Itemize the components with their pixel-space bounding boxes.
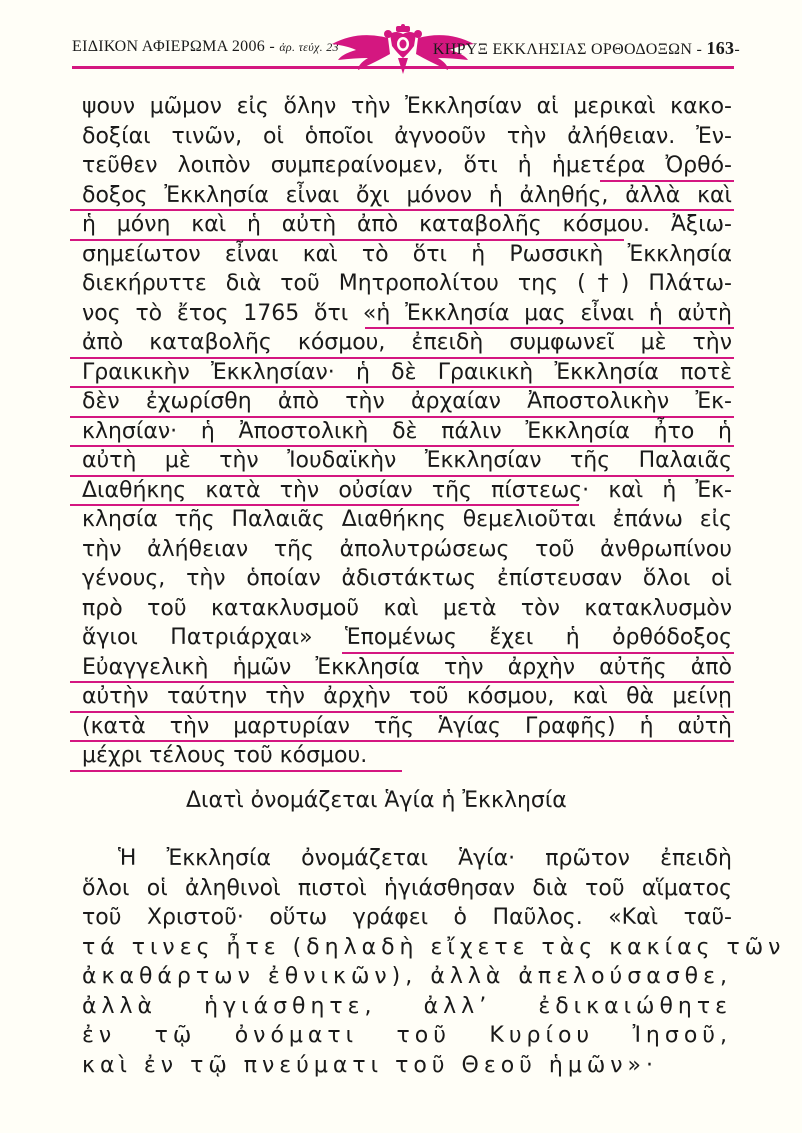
highlight-underline [70,770,402,772]
text-line: τὴν ἀλήθειαν τῆς ἀπολυτρώσεως τοῦ ἀνθρωπίνου [82,536,732,562]
header-issue-title: ΕΙΔΙΚΟΝ ΑΦΙΕΡΩΜΑ 2006 [72,38,266,55]
text-line: ἡ μόνη καὶ ἡ αὐτὴ ἀπὸ καταβολῆς κόσμου. Ἀξιω- [82,210,732,240]
text-line: ἐν τῷ ὀνόματι τοῦ Κυρίου Ἰησοῦ, [82,1023,732,1048]
page-number: 163 [706,38,735,58]
text-line: τεῦθεν λοιπὸν συμπεραίνομεν, ὅτι ἡ ἡμετέρα Ὀρθό- [82,151,732,181]
text-line: καὶ ἐν τῷ πνεύματι τοῦ Θεοῦ ἡμῶν»· [82,1052,659,1078]
text-line: ἀκαθάρτων ἐθνικῶν), ἀλλὰ ἀπελούσασθε, [82,964,732,989]
text-line: Ἡ Ἐκκλησία ὀνομάζεται Ἁγία· πρῶτον ἐπειδὴ [118,846,732,871]
header-right-separator: - [692,41,707,58]
text-line: νος τὸ ἔτος 1765 ὅτι «ἡ Ἐκκλησία μας εἶναι ἡ αὐτὴ [82,299,732,329]
text-line: αὐτὴ μὲ τὴν Ἰουδαϊκὴν Ἐκκλησίαν τῆς Παλαιᾶς [82,446,732,476]
text-line: κλησία τῆς Παλαιᾶς Διαθήκης θεμελιοῦται ἐπάνω εἰς [82,507,732,532]
text-line: Γραικικὴν Ἐκκλησίαν· ἡ δὲ Γραικικὴ Ἐκκλησία ποτὲ [82,358,732,388]
text-line: κλησίαν· ἡ Ἀποστολικὴ δὲ πάλιν Ἐκκλησία ἦτο ἡ [82,417,732,447]
header-left [72,38,339,56]
text-line: πρὸ τοῦ κατακλυσμοῦ καὶ μετὰ τὸν κατακλυσμὸν [82,595,732,621]
text-line: σημείωτον εἶναι καὶ τὸ ὅτι ἡ Ρωσσικὴ Ἐκκλησία [82,241,732,267]
page-number-suffix: - [734,41,740,58]
header-journal-title: ΚΗΡΥΞ ΕΚΚΛΗΣΙΑΣ ΟΡΘΟΔΟΞΩΝ [432,41,693,58]
text-line: Διαθήκης κατὰ τὴν οὐσίαν τῆς πίστεως· καὶ ἡ Ἐκ- [82,476,732,506]
text-line: τοῦ Χριστοῦ· οὕτω γράφει ὁ Παῦλος. «Καὶ ταῦ- [82,905,732,930]
header-issue-number: ἀρ. τεύχ. 23 [279,40,339,54]
text-line: γένους, τὴν ὁποίαν ἀδιστάκτως ἐπίστευσαν ὅλοι οἱ [82,566,732,591]
header-left-separator: - [265,38,280,55]
paragraph-second [82,844,786,1080]
section-heading: Διατὶ ὀνομάζεται Ἁγία ἡ Ἐκκλησία [186,788,567,813]
text-line: ψουν μῶμον εἰς ὅλην τὴν Ἐκκλησίαν αἱ μερικαὶ κακο- [82,94,732,119]
text-line: δοξος Ἐκκλησία εἶναι ὄχι μόνον ἡ ἀληθής, ἀλλὰ καὶ [82,181,732,211]
text-line: τά τινες ἦτε (δηλαδὴ εἴχετε τὰς κακίας τῶν [82,934,786,960]
text-line: ὅλοι οἱ ἀληθινοὶ πιστοὶ ἡγιάσθησαν διὰ τοῦ αἵματος [82,875,732,901]
page-header [0,28,802,76]
paragraph-main [82,92,732,771]
header-right [433,38,740,59]
text-line: ἀλλὰ ἡγιάσθητε, ἀλλ’ ἐδικαιώθητε [82,993,732,1019]
text-line: Εὐαγγελικὴ ἡμῶν Ἐκκλησία τὴν ἀρχὴν αὐτῆς ἀπὸ [82,653,732,683]
text-line: μέχρι τέλους τοῦ κόσμου. [82,741,732,771]
text-line: ἅγιοι Πατριάρχαι» Ἑπομένως ἔχει ἡ ὀρθόδοξος [82,623,732,653]
text-line: (κατὰ τὴν μαρτυρίαν τῆς Ἁγίας Γραφῆς) ἡ αὐτὴ [82,712,732,742]
text-line: ἀπὸ καταβολῆς κόσμου, ἐπειδὴ συμφωνεῖ μὲ τὴν [82,328,732,358]
text-line: διεκήρυττε διὰ τοῦ Μητροπολίτου της (†) Πλάτω- [82,271,732,296]
header-rule [72,66,734,69]
text-line: αὐτὴν ταύτην τὴν ἀρχὴν τοῦ κόσμου, καὶ θὰ μείνῃ [82,682,732,712]
text-line: δὲν ἐχωρίσθη ἀπὸ τὴν ἀρχαίαν Ἀποστολικὴν Ἐκ- [82,387,732,417]
text-line: δοξίαι τινῶν, οἱ ὁποῖοι ἀγνοοῦν τὴν ἀλήθειαν. Ἐν- [82,123,732,149]
